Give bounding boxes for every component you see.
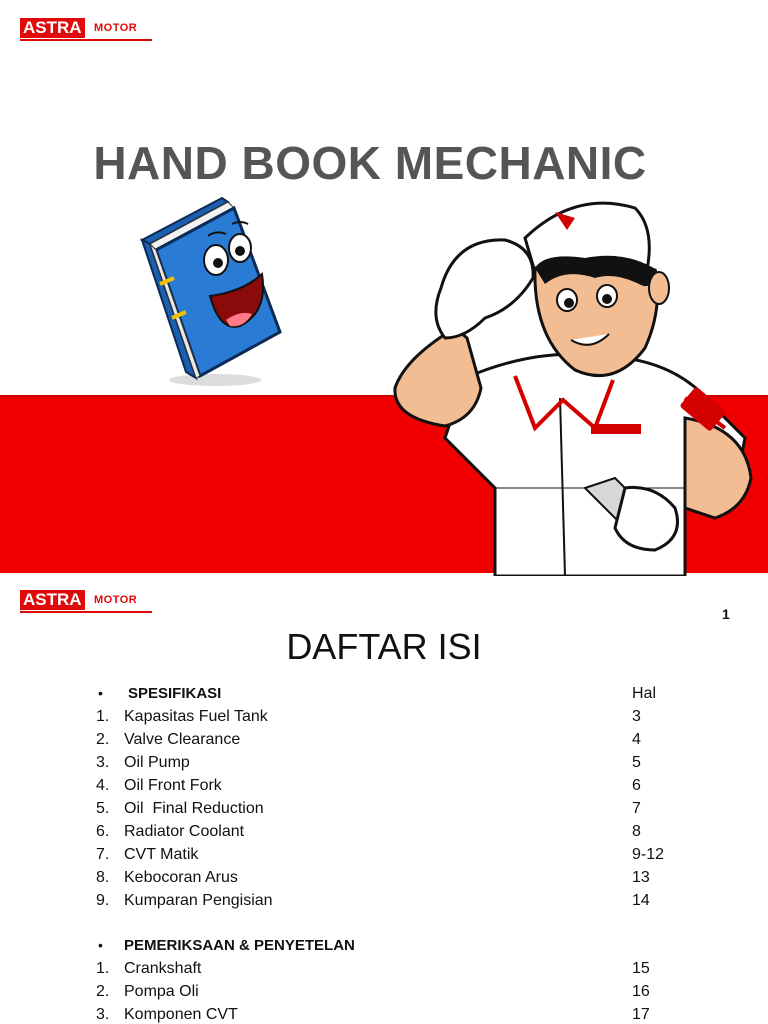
page-number: 1 (722, 606, 730, 622)
item-label: Kumparan Pengisian (124, 892, 273, 909)
bullet: • (98, 937, 103, 953)
item-page: 13 (632, 869, 650, 886)
smiling-book-icon (130, 192, 300, 392)
toc-item[interactable] (96, 980, 716, 1003)
item-number: 4. (96, 777, 110, 794)
item-number: 6. (96, 823, 110, 840)
item-page: 15 (632, 960, 650, 977)
item-label: Komponen CVT (124, 1006, 238, 1023)
item-number: 8. (96, 869, 110, 886)
logo-sub: MOTOR (94, 22, 138, 34)
toc-item[interactable] (96, 774, 716, 797)
cover-title: HAND BOOK MECHANIC (93, 137, 647, 189)
table-of-contents (96, 682, 716, 1024)
item-number: 7. (96, 846, 110, 863)
item-number: 1. (96, 960, 110, 977)
item-page: 3 (632, 708, 641, 725)
item-number: 5. (96, 800, 110, 817)
item-label: Kebocoran Arus (124, 869, 238, 886)
toc-section-heading (96, 934, 716, 957)
item-page: 17 (632, 1006, 650, 1023)
item-page: 9-12 (632, 846, 665, 863)
item-page: 5 (632, 754, 641, 771)
item-page: 7 (632, 800, 641, 817)
item-number: 3. (96, 754, 110, 771)
logo-underline (20, 611, 152, 613)
toc-section-heading (96, 682, 716, 705)
toc-item[interactable] (96, 751, 716, 774)
honda-mechanic-illustration (385, 188, 755, 576)
item-label: Oil Final Reduction (124, 800, 264, 817)
item-number: 2. (96, 983, 110, 1000)
item-label: Crankshaft (124, 960, 202, 977)
toc-item[interactable] (96, 889, 716, 912)
toc-item[interactable] (96, 866, 716, 889)
logo-sub: MOTOR (94, 594, 138, 606)
toc-slide (0, 578, 768, 1024)
item-page: 16 (632, 983, 650, 1000)
item-label: Oil Front Fork (124, 777, 222, 794)
toc-item[interactable] (96, 843, 716, 866)
section-title: SPESIFIKASI (128, 685, 222, 702)
toc-item[interactable] (96, 820, 716, 843)
item-label: Valve Clearance (124, 731, 241, 748)
logo-brand: ASTRA (20, 18, 85, 38)
item-number: 3. (96, 1006, 110, 1023)
item-label: Kapasitas Fuel Tank (124, 708, 268, 725)
item-page: 4 (632, 731, 641, 748)
item-label: Pompa Oli (124, 983, 199, 1000)
section-gap (96, 912, 716, 934)
astra-motor-logo (20, 590, 152, 616)
toc-item[interactable] (96, 728, 716, 751)
toc-item[interactable] (96, 705, 716, 728)
item-number: 9. (96, 892, 110, 909)
astra-motor-logo (20, 18, 152, 44)
logo-brand: ASTRA (20, 590, 85, 610)
page-column-header: Hal (632, 685, 657, 702)
toc-item[interactable] (96, 957, 716, 980)
toc-title: DAFTAR ISI (286, 626, 482, 667)
toc-item[interactable] (96, 797, 716, 820)
item-number: 2. (96, 731, 110, 748)
item-number: 1. (96, 708, 110, 725)
item-label: Oil Pump (124, 754, 190, 771)
item-page: 14 (632, 892, 650, 909)
bullet: • (98, 685, 103, 701)
item-label: CVT Matik (124, 846, 199, 863)
item-page: 8 (632, 823, 641, 840)
item-page: 6 (632, 777, 641, 794)
item-label: Radiator Coolant (124, 823, 245, 840)
toc-item[interactable] (96, 1003, 716, 1024)
section-title: PEMERIKSAAN & PENYETELAN (124, 937, 355, 954)
logo-underline (20, 39, 152, 41)
